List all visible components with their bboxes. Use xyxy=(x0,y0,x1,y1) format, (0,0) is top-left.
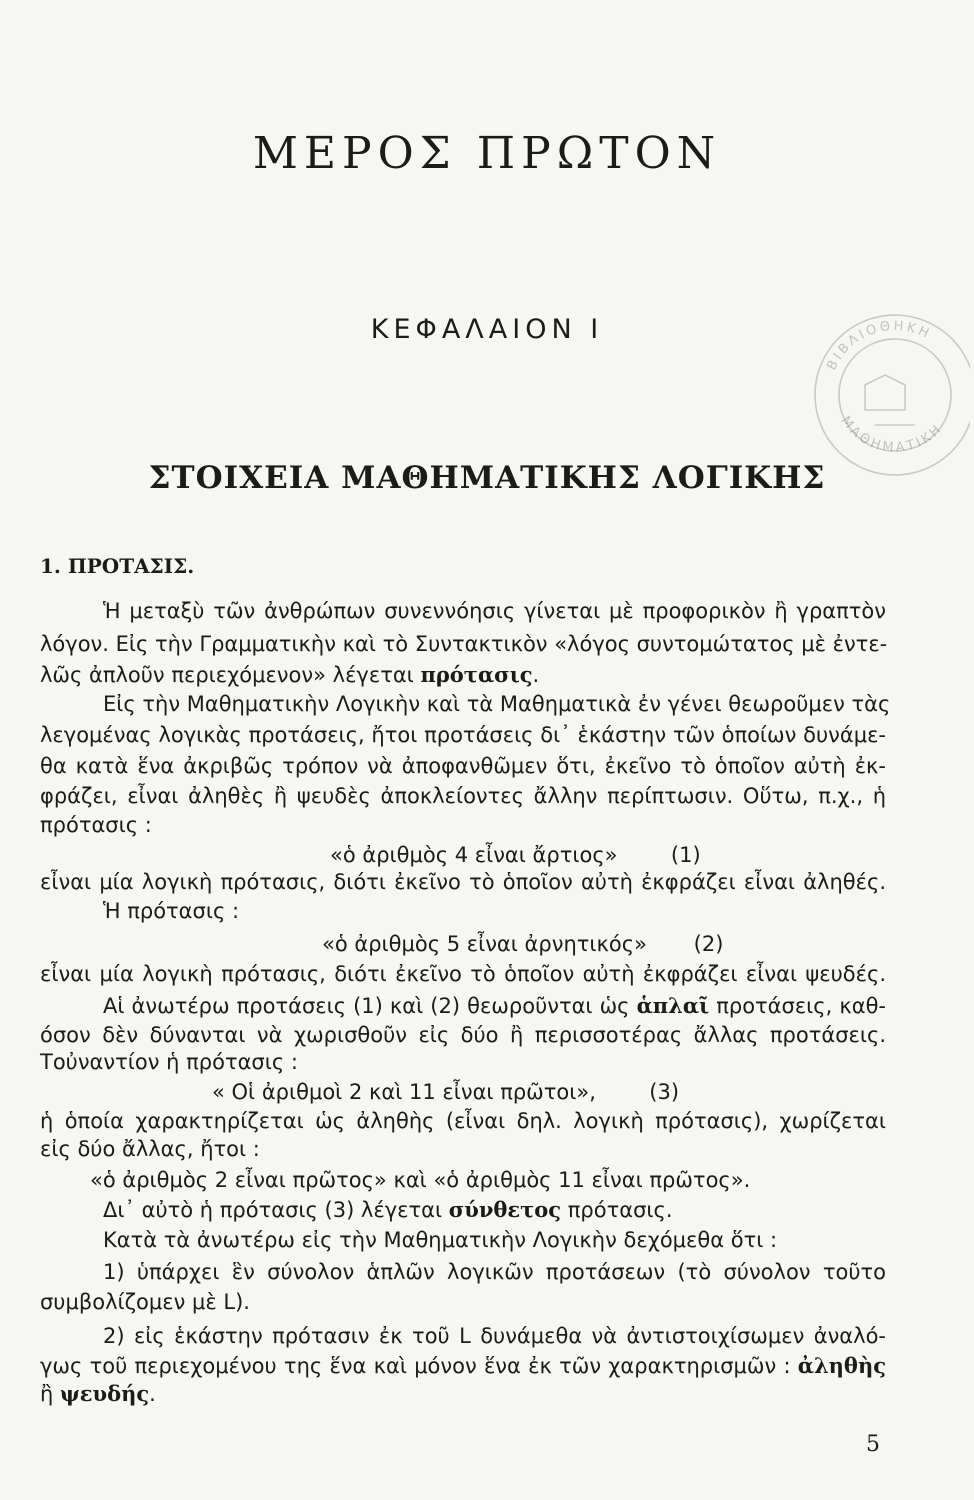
text-line: Τοὐναντίον ἡ πρότασις : xyxy=(40,1050,298,1074)
term-pseudis: ψευδής xyxy=(60,1381,150,1406)
text-line: εἶναι μία λογικὴ πρότασις, διότι ἐκεῖνο τὸ ὁποῖον αὐτὴ ἐκφράζει εἶναι ψευδές. xyxy=(40,962,886,986)
text-line: θα κατὰ ἕνα ἀκριβῶς τρόπον νὰ ἀποφανθῶμεν ὅτι, ἐκεῖνο τὸ ὁποῖον αὐτὴ ἐκ- xyxy=(40,754,886,778)
library-stamp-icon xyxy=(800,285,970,500)
chapter-label: ΚΕΦΑΛΑΙΟΝ Ι xyxy=(370,314,604,345)
text-line: Ἡ πρότασις : xyxy=(103,899,240,923)
text-line: Δι᾽ αὐτὸ ἡ πρότασις (3) λέγεται σύνθετος πρότασις. xyxy=(103,1197,673,1222)
text-line: λεγομένας λογικὰς προτάσεις, ἤτοι προτάσεις δι᾽ ἑκάστην τῶν ὁποίων δυνάμε- xyxy=(40,723,886,747)
stamp-text-top: ΒΙΒΛΙΟΘΗΚΗ xyxy=(824,318,934,373)
example-proposition-3: « Οἱ ἀριθμοὶ 2 καὶ 11 εἶναι πρῶτοι», (3) xyxy=(212,1080,680,1104)
example-proposition-1: «ὁ ἀριθμὸς 4 εἶναι ἄρτιος» (1) xyxy=(330,843,701,867)
text-line: Ἡ μεταξὺ τῶν ἀνθρώπων συνεννόησις γίνεται μὲ προφορικὸν ἢ γραπτὸν xyxy=(103,599,886,623)
text-line: λόγον. Εἰς τὴν Γραμματικὴν καὶ τὸ Συντακτικὸν «λόγος συντομώτατος μὲ ἐντε- xyxy=(40,632,888,656)
part-title: ΜΕΡΟΣ ΠΡΩΤΟΝ xyxy=(252,128,722,179)
chapter-title: ΣΤΟΙΧΕΙΑ ΜΑΘΗΜΑΤΙΚΗΣ ΛΟΓΙΚΗΣ xyxy=(148,460,826,496)
text-line: 1) ὑπάρχει ἓν σύνολον ἁπλῶν λογικῶν προτάσεων (τὸ σύνολον τοῦτο xyxy=(103,1260,886,1284)
text-line: γως τοῦ περιεχομένου της ἕνα καὶ μόνον ἕνα ἐκ τῶν χαρακτηρισμῶν : ἀληθὴς xyxy=(40,1353,886,1378)
term-protasis: πρότασις xyxy=(420,662,533,687)
page-number: 5 xyxy=(866,1432,880,1457)
text-line: εἰς δύο ἄλλας, ἤτοι : xyxy=(40,1137,260,1161)
text-line: Αἱ ἀνωτέρω προτάσεις (1) καὶ (2) θεωροῦνται ὡς ἁπλαῖ προτάσεις, καθ- xyxy=(103,993,886,1018)
text-line: Κατὰ τὰ ἀνωτέρω εἰς τὴν Μαθηματικὴν Λογικὴν δεχόμεθα ὅτι : xyxy=(103,1228,778,1252)
term-aplai: ἁπλαῖ xyxy=(636,993,710,1018)
term-alithis: ἀληθὴς xyxy=(797,1353,886,1378)
term-syntheto: σύνθετος xyxy=(448,1197,562,1222)
text-line: ἡ ὁποία χαρακτηρίζεται ὡς ἀληθὴς (εἶναι δηλ. λογικὴ πρότασις), χωρίζεται xyxy=(40,1109,886,1133)
text-line: 2) εἰς ἑκάστην πρότασιν ἐκ τοῦ L δυνάμεθα νὰ ἀντιστοιχίσωμεν ἀναλό- xyxy=(103,1324,886,1348)
text-line: εἶναι μία λογικὴ πρότασις, διότι ἐκεῖνο τὸ ὁποῖον αὐτὴ ἐκφράζει εἶναι ἀληθές. xyxy=(40,870,886,894)
text-line: όσον δὲν δύνανται νὰ χωρισθοῦν εἰς δύο ἢ περισσοτέρας ἄλλας προτάσεις. xyxy=(40,1023,886,1047)
stamp-text-bottom: ΜΑΘΗΜΑΤΙΚΗ xyxy=(837,413,947,456)
svg-text:ΒΙΒΛΙΟΘΗΚΗ xyxy=(824,319,933,373)
text-line: λῶς ἀπλοῦν περιεχόμενον» λέγεται πρότασις. xyxy=(40,662,540,687)
text-line: πρότασις : xyxy=(40,813,152,837)
text-line: Εἰς τὴν Μαθηματικὴν Λογικὴν καὶ τὰ Μαθηματικὰ ἐν γένει θεωροῦμεν τὰς xyxy=(103,692,891,716)
text-line: συμβολίζομεν μὲ L). xyxy=(40,1290,250,1314)
text-line: ἢ ψευδής. xyxy=(40,1381,156,1406)
example-proposition-2: «ὁ ἀριθμὸς 5 εἶναι ἀρνητικός» (2) xyxy=(322,932,724,956)
text-line: «ὁ ἀριθμὸς 2 εἶναι πρῶτος» καὶ «ὁ ἀριθμὸς 11 εἶναι πρῶτος». xyxy=(90,1168,751,1192)
section-heading: 1. ΠΡΟΤΑΣΙΣ. xyxy=(40,554,195,578)
text-line: φράζει, εἶναι ἀληθὲς ἢ ψευδὲς ἀποκλείοντες ἄλλην περίπτωσιν. Οὕτω, π.χ., ἡ xyxy=(40,784,886,808)
svg-text:ΜΑΘΗΜΑΤΙΚΗ xyxy=(838,414,947,456)
